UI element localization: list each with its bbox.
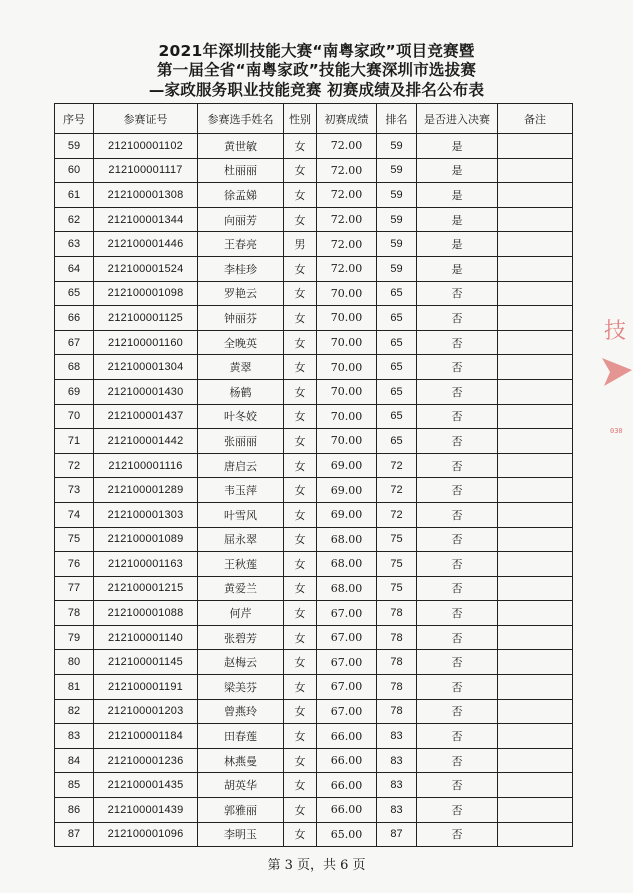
table-row (55, 699, 573, 724)
cell-final: 否 (417, 576, 498, 601)
cell-name: 黄世敏 (198, 134, 284, 159)
cell-score: 68.00 (317, 576, 377, 601)
cell-note (498, 256, 573, 281)
cell-note (498, 748, 573, 773)
cell-name: 赵梅云 (198, 650, 284, 675)
cell-name: 韦玉萍 (198, 478, 284, 503)
cell-score: 69.00 (317, 453, 377, 478)
results-table (54, 103, 573, 847)
cell-final: 否 (417, 699, 498, 724)
cell-name: 屈永翠 (198, 527, 284, 552)
cell-id: 212100001160 (94, 330, 198, 355)
table-row (55, 773, 573, 798)
title-line-2: 第一届全省“南粤家政”技能大赛深圳市选拔赛 (156, 61, 477, 79)
cell-score: 68.00 (317, 527, 377, 552)
cell-rank: 59 (377, 256, 417, 281)
cell-rank: 78 (377, 699, 417, 724)
cell-no: 72 (55, 453, 94, 478)
table-row (55, 306, 573, 331)
cell-id: 212100001203 (94, 699, 198, 724)
cell-id: 212100001089 (94, 527, 198, 552)
table-row (55, 798, 573, 823)
cell-rank: 83 (377, 748, 417, 773)
official-seal-fragment (598, 310, 633, 450)
cell-note (498, 625, 573, 650)
cell-no: 75 (55, 527, 94, 552)
cell-no: 78 (55, 601, 94, 626)
cell-note (498, 675, 573, 700)
table-row (55, 748, 573, 773)
cell-final: 否 (417, 601, 498, 626)
cell-name: 郭雅丽 (198, 798, 284, 823)
cell-final: 否 (417, 355, 498, 380)
cell-final: 否 (417, 429, 498, 454)
cell-name: 田春莲 (198, 724, 284, 749)
cell-no: 85 (55, 773, 94, 798)
cell-score: 70.00 (317, 429, 377, 454)
cell-rank: 78 (377, 650, 417, 675)
cell-id: 212100001236 (94, 748, 198, 773)
cell-note (498, 330, 573, 355)
cell-gender: 女 (284, 158, 317, 183)
cell-name: 杜丽丽 (198, 158, 284, 183)
cell-rank: 65 (377, 355, 417, 380)
cell-rank: 87 (377, 822, 417, 847)
table-row (55, 355, 573, 380)
cell-gender: 女 (284, 404, 317, 429)
table-row (55, 502, 573, 527)
header-no: 序号 (55, 104, 94, 134)
cell-final: 否 (417, 822, 498, 847)
table-row (55, 429, 573, 454)
cell-gender: 女 (284, 379, 317, 404)
cell-gender: 女 (284, 625, 317, 650)
cell-note (498, 158, 573, 183)
cell-score: 67.00 (317, 625, 377, 650)
cell-name: 李明玉 (198, 822, 284, 847)
cell-gender: 女 (284, 822, 317, 847)
title-line-3: —家政服务职业技能竞赛 初赛成绩及排名公布表 (148, 81, 485, 99)
cell-no: 73 (55, 478, 94, 503)
cell-name: 张丽丽 (198, 429, 284, 454)
cell-rank: 83 (377, 798, 417, 823)
seal-star-icon (602, 350, 633, 390)
cell-gender: 女 (284, 134, 317, 159)
cell-rank: 72 (377, 478, 417, 503)
cell-rank: 59 (377, 183, 417, 208)
cell-rank: 78 (377, 675, 417, 700)
header-id: 参赛证号 (94, 104, 198, 134)
cell-rank: 83 (377, 724, 417, 749)
cell-note (498, 134, 573, 159)
cell-no: 86 (55, 798, 94, 823)
table-row (55, 724, 573, 749)
title-line-1: 2021年深圳技能大赛“南粤家政”项目竞赛暨 (158, 42, 475, 60)
cell-rank: 72 (377, 502, 417, 527)
cell-name: 钟丽芬 (198, 306, 284, 331)
header-final: 是否进入决赛 (417, 104, 498, 134)
cell-note (498, 552, 573, 577)
header-gender: 性别 (284, 104, 317, 134)
cell-id: 212100001442 (94, 429, 198, 454)
table-row (55, 822, 573, 847)
cell-score: 67.00 (317, 650, 377, 675)
cell-name: 梁美芬 (198, 675, 284, 700)
cell-score: 72.00 (317, 256, 377, 281)
cell-score: 66.00 (317, 798, 377, 823)
cell-score: 66.00 (317, 773, 377, 798)
cell-id: 212100001439 (94, 798, 198, 823)
cell-rank: 65 (377, 379, 417, 404)
cell-final: 否 (417, 552, 498, 577)
cell-id: 212100001308 (94, 183, 198, 208)
cell-name: 叶冬姣 (198, 404, 284, 429)
cell-name: 李桂珍 (198, 256, 284, 281)
cell-no: 67 (55, 330, 94, 355)
cell-note (498, 699, 573, 724)
table-row (55, 576, 573, 601)
cell-name: 唐启云 (198, 453, 284, 478)
cell-final: 否 (417, 773, 498, 798)
cell-id: 212100001289 (94, 478, 198, 503)
cell-id: 212100001524 (94, 256, 198, 281)
cell-gender: 女 (284, 256, 317, 281)
cell-final: 否 (417, 527, 498, 552)
cell-no: 79 (55, 625, 94, 650)
header-rank: 排名 (377, 104, 417, 134)
cell-rank: 65 (377, 404, 417, 429)
cell-rank: 65 (377, 429, 417, 454)
cell-gender: 女 (284, 429, 317, 454)
cell-gender: 女 (284, 453, 317, 478)
cell-note (498, 429, 573, 454)
cell-name: 胡英华 (198, 773, 284, 798)
cell-no: 70 (55, 404, 94, 429)
cell-id: 212100001446 (94, 232, 198, 257)
seal-code: 030 (610, 427, 623, 435)
cell-rank: 75 (377, 527, 417, 552)
cell-note (498, 478, 573, 503)
cell-rank: 83 (377, 773, 417, 798)
table-row (55, 552, 573, 577)
cell-rank: 75 (377, 552, 417, 577)
cell-rank: 65 (377, 281, 417, 306)
cell-final: 否 (417, 306, 498, 331)
cell-id: 212100001098 (94, 281, 198, 306)
seal-char: 技 (604, 319, 627, 344)
cell-final: 否 (417, 675, 498, 700)
cell-name: 王春亮 (198, 232, 284, 257)
cell-gender: 女 (284, 478, 317, 503)
header-note: 备注 (498, 104, 573, 134)
cell-name: 黄爱兰 (198, 576, 284, 601)
cell-note (498, 404, 573, 429)
table-row (55, 601, 573, 626)
cell-gender: 女 (284, 650, 317, 675)
cell-final: 否 (417, 625, 498, 650)
cell-gender: 女 (284, 675, 317, 700)
cell-no: 80 (55, 650, 94, 675)
cell-final: 否 (417, 404, 498, 429)
cell-gender: 女 (284, 552, 317, 577)
cell-note (498, 773, 573, 798)
cell-score: 67.00 (317, 601, 377, 626)
table-row (55, 453, 573, 478)
cell-no: 68 (55, 355, 94, 380)
cell-gender: 女 (284, 207, 317, 232)
cell-no: 59 (55, 134, 94, 159)
header-name: 参赛选手姓名 (198, 104, 284, 134)
cell-final: 是 (417, 207, 498, 232)
cell-final: 是 (417, 183, 498, 208)
cell-no: 82 (55, 699, 94, 724)
cell-id: 212100001088 (94, 601, 198, 626)
cell-id: 212100001435 (94, 773, 198, 798)
cell-no: 84 (55, 748, 94, 773)
cell-no: 77 (55, 576, 94, 601)
cell-id: 212100001184 (94, 724, 198, 749)
cell-gender: 女 (284, 527, 317, 552)
cell-gender: 女 (284, 502, 317, 527)
cell-name: 曾燕玲 (198, 699, 284, 724)
cell-rank: 65 (377, 306, 417, 331)
cell-no: 74 (55, 502, 94, 527)
cell-name: 林燕曼 (198, 748, 284, 773)
cell-name: 杨鹤 (198, 379, 284, 404)
cell-no: 61 (55, 183, 94, 208)
cell-rank: 59 (377, 158, 417, 183)
cell-gender: 男 (284, 232, 317, 257)
cell-name: 何芹 (198, 601, 284, 626)
cell-note (498, 453, 573, 478)
table-row (55, 379, 573, 404)
cell-score: 66.00 (317, 724, 377, 749)
cell-final: 否 (417, 453, 498, 478)
cell-score: 72.00 (317, 134, 377, 159)
cell-note (498, 527, 573, 552)
cell-final: 否 (417, 502, 498, 527)
table-row (55, 256, 573, 281)
table-row (55, 134, 573, 159)
cell-name: 张碧芳 (198, 625, 284, 650)
cell-id: 212100001116 (94, 453, 198, 478)
cell-note (498, 207, 573, 232)
table-row (55, 404, 573, 429)
table-row (55, 675, 573, 700)
cell-gender: 女 (284, 355, 317, 380)
cell-note (498, 232, 573, 257)
cell-score: 72.00 (317, 158, 377, 183)
cell-gender: 女 (284, 281, 317, 306)
cell-final: 否 (417, 724, 498, 749)
cell-id: 212100001163 (94, 552, 198, 577)
cell-gender: 女 (284, 576, 317, 601)
cell-note (498, 798, 573, 823)
cell-name: 王秋莲 (198, 552, 284, 577)
cell-no: 62 (55, 207, 94, 232)
cell-no: 87 (55, 822, 94, 847)
table-row (55, 183, 573, 208)
cell-final: 否 (417, 478, 498, 503)
cell-final: 否 (417, 650, 498, 675)
cell-no: 69 (55, 379, 94, 404)
cell-id: 212100001344 (94, 207, 198, 232)
cell-score: 72.00 (317, 232, 377, 257)
cell-gender: 女 (284, 773, 317, 798)
cell-gender: 女 (284, 798, 317, 823)
cell-final: 是 (417, 134, 498, 159)
cell-no: 76 (55, 552, 94, 577)
cell-score: 67.00 (317, 699, 377, 724)
cell-name: 向丽芳 (198, 207, 284, 232)
cell-score: 70.00 (317, 330, 377, 355)
table-row (55, 330, 573, 355)
table-row (55, 478, 573, 503)
cell-gender: 女 (284, 748, 317, 773)
cell-name: 徐孟娣 (198, 183, 284, 208)
cell-no: 65 (55, 281, 94, 306)
cell-id: 212100001430 (94, 379, 198, 404)
cell-final: 否 (417, 330, 498, 355)
page-number: 第 3 页，共 6 页 (267, 858, 366, 873)
cell-note (498, 183, 573, 208)
table-row (55, 232, 573, 257)
cell-score: 70.00 (317, 355, 377, 380)
cell-score: 68.00 (317, 552, 377, 577)
cell-gender: 女 (284, 330, 317, 355)
cell-id: 212100001191 (94, 675, 198, 700)
cell-note (498, 822, 573, 847)
cell-score: 69.00 (317, 502, 377, 527)
cell-final: 否 (417, 798, 498, 823)
cell-score: 70.00 (317, 306, 377, 331)
cell-id: 212100001125 (94, 306, 198, 331)
cell-id: 212100001145 (94, 650, 198, 675)
cell-rank: 59 (377, 207, 417, 232)
header-score: 初赛成绩 (317, 104, 377, 134)
cell-note (498, 502, 573, 527)
cell-gender: 女 (284, 601, 317, 626)
cell-score: 70.00 (317, 404, 377, 429)
cell-final: 是 (417, 256, 498, 281)
cell-score: 70.00 (317, 379, 377, 404)
cell-gender: 女 (284, 183, 317, 208)
cell-id: 212100001437 (94, 404, 198, 429)
cell-rank: 75 (377, 576, 417, 601)
cell-rank: 78 (377, 625, 417, 650)
cell-id: 212100001304 (94, 355, 198, 380)
cell-rank: 72 (377, 453, 417, 478)
cell-gender: 女 (284, 699, 317, 724)
cell-no: 83 (55, 724, 94, 749)
cell-score: 66.00 (317, 748, 377, 773)
cell-id: 212100001215 (94, 576, 198, 601)
cell-score: 69.00 (317, 478, 377, 503)
table-row (55, 158, 573, 183)
cell-score: 65.00 (317, 822, 377, 847)
cell-id: 212100001117 (94, 158, 198, 183)
cell-score: 72.00 (317, 183, 377, 208)
cell-note (498, 281, 573, 306)
cell-id: 212100001303 (94, 502, 198, 527)
cell-score: 72.00 (317, 207, 377, 232)
cell-final: 否 (417, 748, 498, 773)
cell-no: 81 (55, 675, 94, 700)
table-row (55, 527, 573, 552)
cell-no: 71 (55, 429, 94, 454)
cell-score: 67.00 (317, 675, 377, 700)
cell-id: 212100001096 (94, 822, 198, 847)
cell-score: 70.00 (317, 281, 377, 306)
cell-no: 60 (55, 158, 94, 183)
cell-rank: 59 (377, 232, 417, 257)
cell-gender: 女 (284, 306, 317, 331)
table-row (55, 625, 573, 650)
cell-final: 是 (417, 232, 498, 257)
table-row (55, 650, 573, 675)
cell-no: 63 (55, 232, 94, 257)
cell-note (498, 601, 573, 626)
cell-name: 黄翠 (198, 355, 284, 380)
cell-name: 罗艳云 (198, 281, 284, 306)
cell-gender: 女 (284, 724, 317, 749)
cell-note (498, 724, 573, 749)
cell-note (498, 576, 573, 601)
header-row (55, 104, 573, 134)
table-row (55, 281, 573, 306)
cell-note (498, 306, 573, 331)
cell-no: 66 (55, 306, 94, 331)
cell-note (498, 650, 573, 675)
cell-rank: 59 (377, 134, 417, 159)
table-row (55, 207, 573, 232)
cell-id: 212100001140 (94, 625, 198, 650)
cell-name: 叶雪风 (198, 502, 284, 527)
cell-id: 212100001102 (94, 134, 198, 159)
cell-note (498, 379, 573, 404)
cell-final: 否 (417, 281, 498, 306)
cell-name: 全晚英 (198, 330, 284, 355)
cell-final: 是 (417, 158, 498, 183)
results-table-body (55, 134, 573, 847)
cell-final: 否 (417, 379, 498, 404)
cell-rank: 65 (377, 330, 417, 355)
cell-note (498, 355, 573, 380)
cell-no: 64 (55, 256, 94, 281)
cell-rank: 78 (377, 601, 417, 626)
